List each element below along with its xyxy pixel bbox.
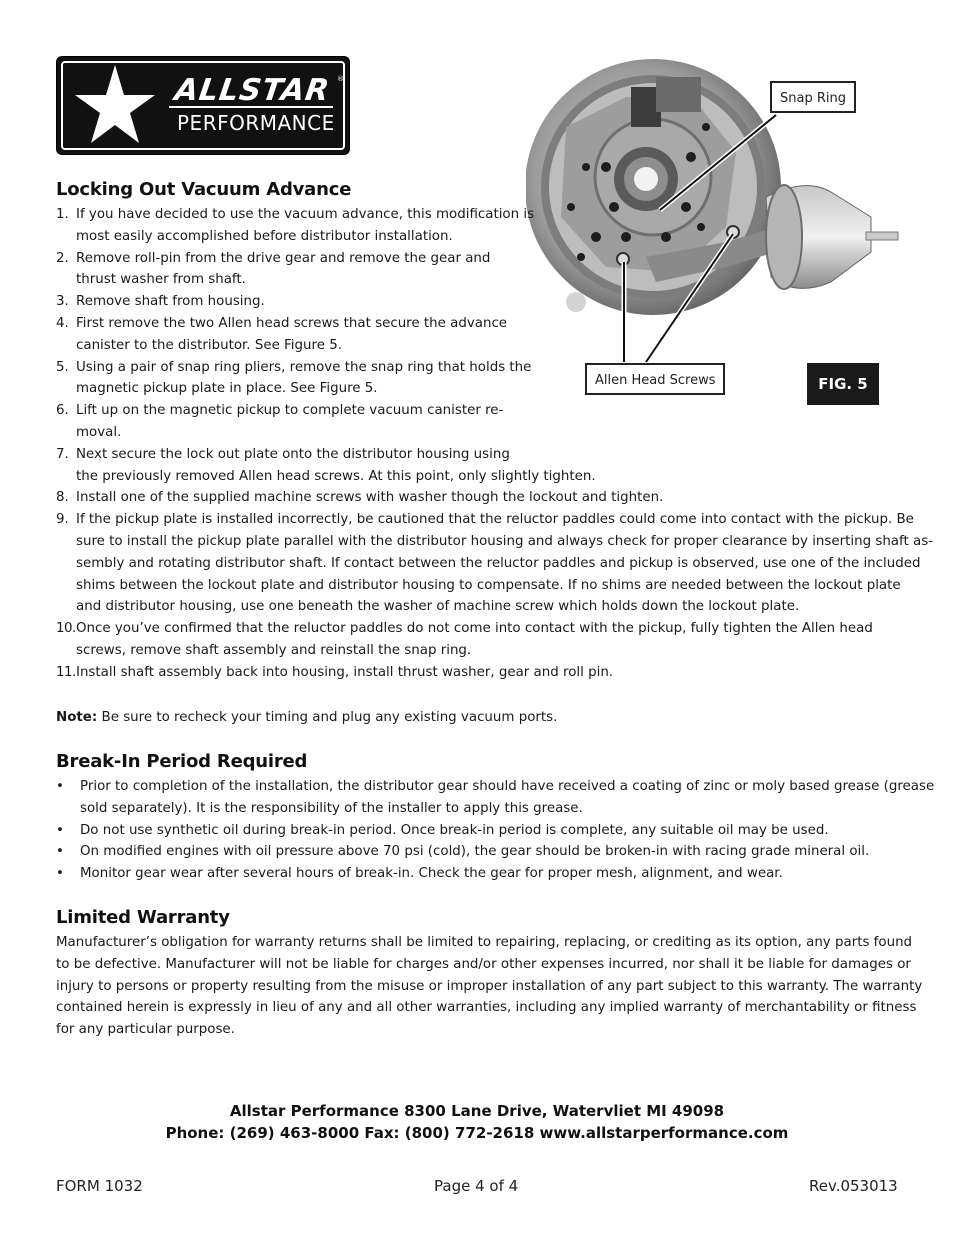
revision-number: Rev.053013 bbox=[809, 1177, 898, 1195]
list-item bbox=[56, 863, 934, 885]
bullet-icon: • bbox=[56, 779, 64, 794]
page-number: Page 4 of 4 bbox=[434, 1177, 519, 1195]
list-item bbox=[56, 776, 934, 820]
logo-wordmark: ALLSTAR bbox=[172, 73, 332, 108]
step-line: thrust washer from shaft. bbox=[76, 272, 246, 288]
list-item bbox=[56, 487, 933, 509]
list-item bbox=[56, 662, 933, 684]
step-line: and distributor housing, use one beneath the washer of machine screw which holds down the lockout plate. bbox=[76, 599, 800, 615]
list-item bbox=[56, 509, 933, 618]
step-number: 9. bbox=[56, 512, 69, 528]
step-line: sure to install the pickup plate parallel with the distributor housing and always check for proper clearance by inserting shaft as- bbox=[76, 533, 934, 549]
step-line: sembly and rotating distributor shaft. If contact between the reluctor paddles and pickup is observed, use one of the included bbox=[76, 555, 921, 571]
step-number: 3. bbox=[56, 294, 69, 310]
warranty-text bbox=[56, 932, 922, 1041]
warranty-line: contained herein is expressly in lieu of any and all other warranties, including any implied warranty of merchantability or fitness bbox=[56, 1000, 917, 1016]
logo-subtitle: PERFORMANCE bbox=[177, 111, 335, 135]
step-line: magnetic pickup plate in place. See Figure 5. bbox=[76, 381, 378, 397]
bullet-line: Do not use synthetic oil during break-in period. Once break-in period is complete, any suitable oil may be used. bbox=[80, 822, 829, 838]
step-line: most easily accomplished before distributor installation. bbox=[76, 228, 453, 244]
step-line: canister to the distributor. See Figure 5. bbox=[76, 337, 342, 353]
bullet-line: sold separately). It is the responsibility of the installer to apply this grease. bbox=[80, 800, 583, 816]
note-text: Be sure to recheck your timing and plug any existing vacuum ports. bbox=[97, 710, 558, 725]
step-line: Install shaft assembly back into housing, install thrust washer, gear and roll pin. bbox=[76, 664, 614, 680]
step-number: 7. bbox=[56, 446, 69, 462]
break-in-heading: Break-In Period Required bbox=[56, 751, 308, 772]
step-line: Remove roll-pin from the drive gear and remove the gear and bbox=[76, 250, 491, 266]
bullet-icon: • bbox=[56, 866, 64, 882]
list-item bbox=[56, 248, 933, 292]
warranty-line: to be defective. Manufacturer will not be liable for charges and/or other expenses incurred, nor shall it be liable for damages or bbox=[56, 956, 911, 972]
step-number: 4. bbox=[56, 315, 69, 331]
step-line: screws, remove shaft assembly and reinstall the snap ring. bbox=[76, 642, 472, 658]
step-number: 6. bbox=[56, 403, 69, 419]
step-number: 2. bbox=[56, 250, 69, 266]
list-item bbox=[56, 820, 934, 842]
step-line: Using a pair of snap ring pliers, remove the snap ring that holds the bbox=[76, 359, 532, 375]
step-number: 5. bbox=[56, 359, 69, 375]
step-number: 8. bbox=[56, 490, 69, 506]
step-line: If the pickup plate is installed incorrectly, be cautioned that the reluctor paddles could come into contact with the pickup. Be bbox=[76, 512, 914, 528]
warranty-line: Manufacturer’s obligation for warranty returns shall be limited to repairing, replacing, or crediting as its option, any parts found bbox=[56, 935, 913, 950]
step-line: moval. bbox=[76, 424, 122, 440]
list-item bbox=[56, 313, 933, 357]
step-line: If you have decided to use the vacuum advance, this modification is bbox=[76, 207, 535, 222]
step-line: Lift up on the magnetic pickup to complete vacuum canister re- bbox=[76, 403, 504, 419]
note-label: Note: bbox=[56, 710, 98, 725]
bullet-icon: • bbox=[56, 844, 64, 860]
bullet-line: Prior to completion of the installation, the distributor gear should have received a coating of zinc or moly based grease (grease bbox=[80, 779, 935, 794]
step-number: 10. bbox=[56, 621, 76, 637]
allen-head-screws-callout: Allen Head Screws bbox=[585, 363, 725, 395]
step-line: Next secure the lock out plate onto the distributor housing using bbox=[76, 446, 510, 462]
logo-registered-mark: ® bbox=[337, 75, 344, 83]
list-item bbox=[56, 618, 933, 662]
list-item bbox=[56, 204, 933, 248]
step-line: Once you’ve confirmed that the reluctor paddles do not come into contact with the pickup, fully tighten the Allen head bbox=[76, 621, 873, 637]
warranty-heading: Limited Warranty bbox=[56, 907, 230, 928]
step-number: 11. bbox=[56, 664, 76, 680]
warranty-line: for any particular purpose. bbox=[56, 1022, 235, 1038]
note-paragraph bbox=[56, 707, 557, 729]
step-number: 1. bbox=[56, 207, 69, 222]
list-item bbox=[56, 400, 933, 444]
list-item bbox=[56, 357, 933, 401]
list-item bbox=[56, 291, 933, 313]
step-line: First remove the two Allen head screws that secure the advance bbox=[76, 315, 508, 331]
bullet-line: On modified engines with oil pressure above 70 psi (cold), the gear should be broken-in with racing grade mineral oil. bbox=[80, 844, 870, 860]
bullet-icon: • bbox=[56, 822, 64, 838]
company-address: Allstar Performance 8300 Lane Drive, Watervliet MI 49098 bbox=[229, 1102, 725, 1120]
locking-out-heading: Locking Out Vacuum Advance bbox=[56, 179, 352, 200]
locking-out-steps bbox=[56, 204, 933, 684]
step-line: shims between the lockout plate and distributor housing to compensate. If no shims are needed between the lockout plate bbox=[76, 577, 901, 593]
bullet-line: Monitor gear wear after several hours of break-in. Check the gear for proper mesh, alignment, and wear. bbox=[80, 866, 783, 882]
step-line: Install one of the supplied machine screws with washer though the lockout and tighten. bbox=[76, 490, 664, 506]
break-in-bullets bbox=[56, 776, 934, 885]
list-item bbox=[56, 841, 934, 863]
figure-label: FIG. 5 bbox=[807, 363, 879, 405]
warranty-line: injury to persons or property resulting from the misuse or improper installation of any part subject to this warranty. The warranty bbox=[56, 978, 923, 994]
step-line: the previously removed Allen head screws. At this point, only slightly tighten. bbox=[76, 468, 596, 484]
snap-ring-callout: Snap Ring bbox=[770, 81, 856, 113]
form-number: FORM 1032 bbox=[56, 1177, 143, 1195]
company-contact: Phone: (269) 463-8000 Fax: (800) 772-2618 www.allstarperformance.com bbox=[165, 1124, 789, 1142]
step-line: Remove shaft from housing. bbox=[76, 294, 265, 310]
list-item bbox=[56, 444, 933, 488]
